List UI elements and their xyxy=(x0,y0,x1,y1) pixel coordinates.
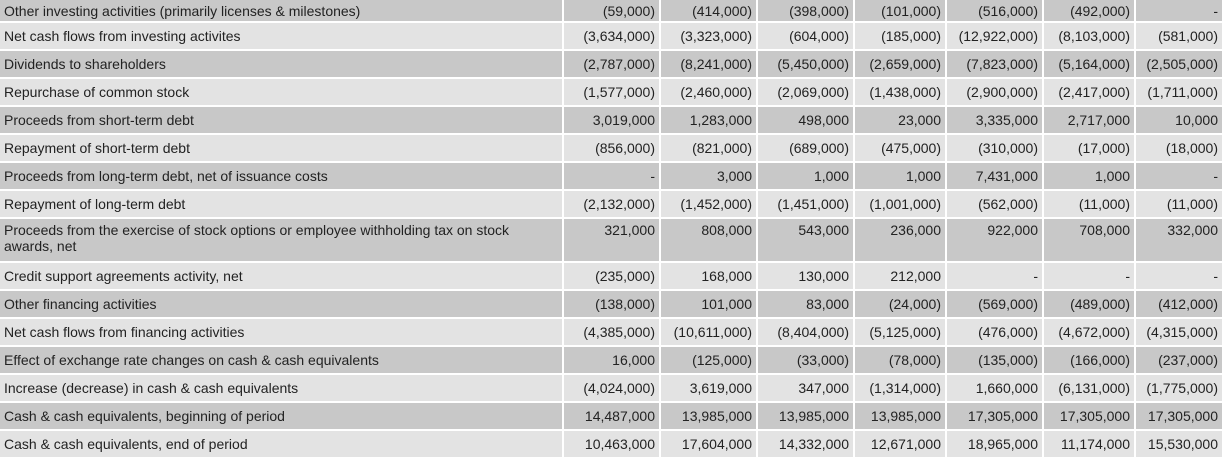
table-cell: - xyxy=(946,262,1043,290)
table-cell: (5,164,000) xyxy=(1043,50,1135,78)
row-label: Proceeds from long-term debt, net of issuance costs xyxy=(0,162,563,190)
table-cell: (24,000) xyxy=(854,290,946,318)
table-cell: (1,314,000) xyxy=(854,374,946,402)
table-row xyxy=(0,346,1223,374)
table-cell: (1,452,000) xyxy=(660,190,757,218)
table-row xyxy=(0,78,1223,106)
table-row xyxy=(0,290,1223,318)
table-cell: (3,634,000) xyxy=(563,22,660,50)
table-cell: 212,000 xyxy=(854,262,946,290)
table-cell: (237,000) xyxy=(1135,346,1223,374)
row-label: Increase (decrease) in cash & cash equivalents xyxy=(0,374,563,402)
table-cell: 1,660,000 xyxy=(946,374,1043,402)
table-cell: 1,000 xyxy=(1043,162,1135,190)
table-cell: (4,315,000) xyxy=(1135,318,1223,346)
table-cell: (10,611,000) xyxy=(660,318,757,346)
table-cell: 13,985,000 xyxy=(757,402,854,430)
row-label: Effect of exchange rate changes on cash & cash equivalents xyxy=(0,346,563,374)
table-cell: (492,000) xyxy=(1043,0,1135,22)
row-label: Proceeds from short-term debt xyxy=(0,106,563,134)
table-cell: 3,019,000 xyxy=(563,106,660,134)
table-cell: 18,965,000 xyxy=(946,430,1043,458)
table-cell: (5,125,000) xyxy=(854,318,946,346)
row-label: Net cash flows from investing activites xyxy=(0,22,563,50)
table-cell: (412,000) xyxy=(1135,290,1223,318)
table-cell: (185,000) xyxy=(854,22,946,50)
table-row xyxy=(0,318,1223,346)
table-cell: 708,000 xyxy=(1043,218,1135,262)
table-cell: 11,174,000 xyxy=(1043,430,1135,458)
table-cell: 10,463,000 xyxy=(563,430,660,458)
table-cell: (604,000) xyxy=(757,22,854,50)
table-cell: 101,000 xyxy=(660,290,757,318)
table-cell: - xyxy=(563,162,660,190)
table-cell: 23,000 xyxy=(854,106,946,134)
table-cell: (2,787,000) xyxy=(563,50,660,78)
table-cell: 13,985,000 xyxy=(660,402,757,430)
table-row xyxy=(0,262,1223,290)
table-cell: (516,000) xyxy=(946,0,1043,22)
table-cell: 3,000 xyxy=(660,162,757,190)
table-cell: 808,000 xyxy=(660,218,757,262)
table-cell: 321,000 xyxy=(563,218,660,262)
table-cell: 2,717,000 xyxy=(1043,106,1135,134)
table-cell: (18,000) xyxy=(1135,134,1223,162)
table-cell: 130,000 xyxy=(757,262,854,290)
table-cell: (1,438,000) xyxy=(854,78,946,106)
table-cell: (8,404,000) xyxy=(757,318,854,346)
row-label: Net cash flows from financing activities xyxy=(0,318,563,346)
table-row xyxy=(0,374,1223,402)
row-label: Credit support agreements activity, net xyxy=(0,262,563,290)
table-cell: (3,323,000) xyxy=(660,22,757,50)
table-row xyxy=(0,106,1223,134)
table-cell: 3,335,000 xyxy=(946,106,1043,134)
table-cell: 7,431,000 xyxy=(946,162,1043,190)
table-cell: 332,000 xyxy=(1135,218,1223,262)
table-cell: (135,000) xyxy=(946,346,1043,374)
table-cell: (4,385,000) xyxy=(563,318,660,346)
table-cell: 12,671,000 xyxy=(854,430,946,458)
table-cell: (2,505,000) xyxy=(1135,50,1223,78)
table-cell: (125,000) xyxy=(660,346,757,374)
table-cell: 1,283,000 xyxy=(660,106,757,134)
table-cell: (166,000) xyxy=(1043,346,1135,374)
table-cell: (310,000) xyxy=(946,134,1043,162)
table-cell: (2,132,000) xyxy=(563,190,660,218)
table-cell: 17,305,000 xyxy=(1043,402,1135,430)
table-cell: (8,241,000) xyxy=(660,50,757,78)
table-cell: 17,604,000 xyxy=(660,430,757,458)
row-label: Cash & cash equivalents, beginning of period xyxy=(0,402,563,430)
table-cell: (1,775,000) xyxy=(1135,374,1223,402)
table-cell: (11,000) xyxy=(1043,190,1135,218)
table-cell: (8,103,000) xyxy=(1043,22,1135,50)
table-row xyxy=(0,50,1223,78)
table-cell: (2,659,000) xyxy=(854,50,946,78)
table-cell: - xyxy=(1135,262,1223,290)
table-cell: 168,000 xyxy=(660,262,757,290)
row-label: Repayment of long-term debt xyxy=(0,190,563,218)
table-cell: (475,000) xyxy=(854,134,946,162)
table-cell: 347,000 xyxy=(757,374,854,402)
table-cell: (17,000) xyxy=(1043,134,1135,162)
table-cell: (2,900,000) xyxy=(946,78,1043,106)
table-cell: 922,000 xyxy=(946,218,1043,262)
table-cell: (5,450,000) xyxy=(757,50,854,78)
table-cell: 16,000 xyxy=(563,346,660,374)
row-label: Repurchase of common stock xyxy=(0,78,563,106)
table-cell: (235,000) xyxy=(563,262,660,290)
row-label: Proceeds from the exercise of stock options or employee withholding tax on stock awards, net xyxy=(0,218,563,262)
table-row xyxy=(0,430,1223,458)
table-row xyxy=(0,190,1223,218)
table-cell: (101,000) xyxy=(854,0,946,22)
table-cell: (1,001,000) xyxy=(854,190,946,218)
table-cell: 10,000 xyxy=(1135,106,1223,134)
table-cell: (581,000) xyxy=(1135,22,1223,50)
table-cell: (7,823,000) xyxy=(946,50,1043,78)
row-label: Other financing activities xyxy=(0,290,563,318)
table-cell: 14,332,000 xyxy=(757,430,854,458)
table-cell: - xyxy=(1135,162,1223,190)
table-cell: (4,024,000) xyxy=(563,374,660,402)
table-cell: (12,922,000) xyxy=(946,22,1043,50)
table-row xyxy=(0,402,1223,430)
row-label: Repayment of short-term debt xyxy=(0,134,563,162)
table-cell: (398,000) xyxy=(757,0,854,22)
table-cell: (2,417,000) xyxy=(1043,78,1135,106)
table-cell: (562,000) xyxy=(946,190,1043,218)
table-cell: (1,711,000) xyxy=(1135,78,1223,106)
table-cell: 83,000 xyxy=(757,290,854,318)
table-cell: (414,000) xyxy=(660,0,757,22)
table-cell: (1,451,000) xyxy=(757,190,854,218)
table-cell: 236,000 xyxy=(854,218,946,262)
table-cell: (2,460,000) xyxy=(660,78,757,106)
table-cell: (689,000) xyxy=(757,134,854,162)
table-cell: (33,000) xyxy=(757,346,854,374)
table-cell: (569,000) xyxy=(946,290,1043,318)
table-row xyxy=(0,162,1223,190)
table-row xyxy=(0,22,1223,50)
table-cell: - xyxy=(1135,0,1223,22)
table-cell: 1,000 xyxy=(854,162,946,190)
table-row xyxy=(0,134,1223,162)
table-cell: 14,487,000 xyxy=(563,402,660,430)
table-cell: (2,069,000) xyxy=(757,78,854,106)
table-cell: (78,000) xyxy=(854,346,946,374)
table-cell: 1,000 xyxy=(757,162,854,190)
table-cell: 543,000 xyxy=(757,218,854,262)
table-cell: 498,000 xyxy=(757,106,854,134)
row-label: Other investing activities (primarily licenses & milestones) xyxy=(0,0,563,22)
table-cell: - xyxy=(1043,262,1135,290)
table-row xyxy=(0,218,1223,262)
table-cell: (4,672,000) xyxy=(1043,318,1135,346)
table-cell: 17,305,000 xyxy=(946,402,1043,430)
table-cell: (11,000) xyxy=(1135,190,1223,218)
table-cell: 17,305,000 xyxy=(1135,402,1223,430)
table-cell: (856,000) xyxy=(563,134,660,162)
table-cell: (6,131,000) xyxy=(1043,374,1135,402)
table-cell: (138,000) xyxy=(563,290,660,318)
table-cell: 15,530,000 xyxy=(1135,430,1223,458)
table-cell: 3,619,000 xyxy=(660,374,757,402)
table-cell: (821,000) xyxy=(660,134,757,162)
table-cell: (476,000) xyxy=(946,318,1043,346)
row-label: Dividends to shareholders xyxy=(0,50,563,78)
table-cell: (489,000) xyxy=(1043,290,1135,318)
table-row xyxy=(0,0,1223,22)
table-cell: (1,577,000) xyxy=(563,78,660,106)
table-cell: (59,000) xyxy=(563,0,660,22)
row-label: Cash & cash equivalents, end of period xyxy=(0,430,563,458)
table-cell: 13,985,000 xyxy=(854,402,946,430)
